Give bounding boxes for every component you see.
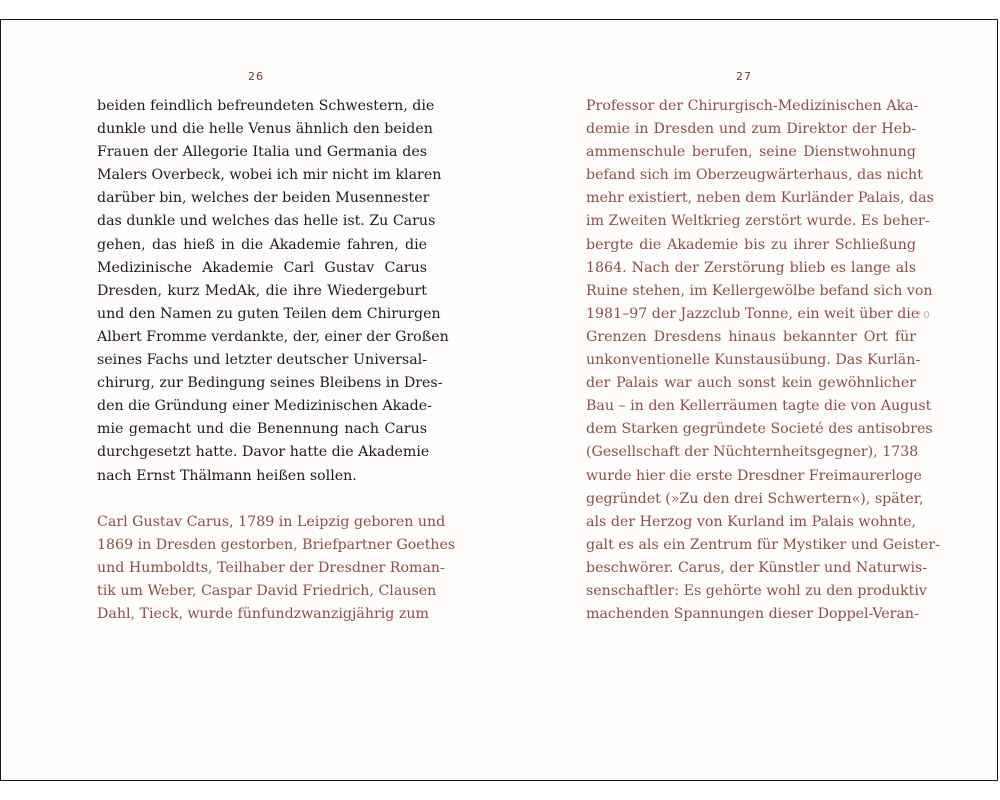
text-line: der Palais war auch sonst kein gewöhnlicher [586,375,916,392]
text-line: Professor der Chirurgisch-Medizinischen Aka- [586,98,919,114]
text-line: Dresden, kurz MedAk, die ihre Wiedergeburt [97,282,427,299]
text-line: nach Ernst Thälmann heißen sollen. [97,467,357,484]
text-line: den die Gründung einer Medizinischen Akade- [97,398,432,415]
text-line: chirurg, zur Bedingung seines Bleibens in Dres- [97,375,443,392]
text-line: galt es als ein Zentrum für Mystiker und Geister- [586,536,940,553]
text-line: senschaftler: Es gehörte wohl zu den produktiv [586,582,927,599]
text-line: tik um Weber, Caspar David Friedrich, Clausen [97,582,437,599]
text-line: durchgesetzt hatte. Davor hatte die Akademie [97,444,430,461]
text-line: darüber bin, welches der beiden Musennester [97,190,430,207]
text-line: gehen, das hieß in die Akademie fahren, die [97,236,427,253]
text-line: Frauen der Allegorie Italia und Germania des [97,144,427,161]
text-line: demie in Dresden und zum Direktor der Heb- [586,121,916,138]
text-line: 1869 in Dresden gestorben, Briefpartner Goethes [97,536,456,553]
paragraph-gap [97,488,427,511]
text-line: Dahl, Tieck, wurde fünfundzwanzigjährig zum [97,605,429,622]
text-line: Grenzen Dresdens hinaus bekannter Ort für [586,328,916,345]
page-number-right: 27 [736,70,752,83]
text-line: 1864. Nach der Zerstörung blieb es lange als [586,259,916,276]
text-line: Albert Fromme verdankte, der, einer der Großen [97,328,449,345]
text-line: dunkle und die helle Venus ähnlich den beiden [97,121,433,138]
text-line: Medizinische Akademie Carl Gustav Carus [97,259,427,276]
page-number-left: 26 [248,70,264,83]
text-line: (Gesellschaft der Nüchternheitsgegner), 1738 [586,444,919,461]
text-line: mehr existiert, neben dem Kurländer Palais, das [586,190,934,207]
text-line: und Humboldts, Teilhaber der Dresdner Roman- [97,559,445,576]
text-line: 1981–97 der Jazzclub Tonne, ein weit über die [586,305,920,322]
text-line: Bau – in den Kellerräumen tagte die von August [586,398,932,415]
text-line: gegründet (»Zu den drei Schwertern«), später, [586,490,924,507]
margin-line-number: 20 [915,310,932,321]
text-line: das dunkle und welches das helle ist. Zu Carus [97,213,436,230]
text-line: befand sich im Oberzeugwärterhaus, das nicht [586,167,923,184]
left-paragraph-1 [97,95,449,488]
text-line: dem Starken gegründete Societé des antisobres [586,421,933,438]
left-paragraph-2 [97,511,456,626]
text-line: machenden Spannungen dieser Doppel-Veran- [586,606,919,623]
text-line: Malers Overbeck, wobei ich mir nicht im klaren [97,167,442,184]
text-line: Carl Gustav Carus, 1789 in Leipzig geboren und [97,513,446,530]
left-page-text [97,95,456,626]
text-line: unkonventionelle Kunstausübung. Das Kurlän- [586,352,921,369]
text-line: seines Fachs und letzter deutscher Universal- [97,352,427,369]
text-line: beschwörer. Carus, der Künstler und Naturwis- [586,559,928,576]
text-line: mie gemacht und die Benennung nach Carus [97,421,427,438]
text-line: ammenschule berufen, seine Dienstwohnung [586,144,916,161]
text-line: als der Herzog von Kurland im Palais wohnte, [586,513,916,530]
text-line: und den Namen zu guten Teilen dem Chirurgen [97,305,441,322]
text-line: bergte die Akademie bis zu ihrer Schließung [586,236,916,253]
text-line: wurde hier die erste Dresdner Freimaurerloge [586,467,922,484]
text-line: im Zweiten Weltkrieg zerstört wurde. Es beher- [586,213,930,230]
text-line: beiden feindlich befreundeten Schwestern, die [97,98,435,114]
text-line: Ruine stehen, im Kellergewölbe befand sich von [586,282,933,299]
